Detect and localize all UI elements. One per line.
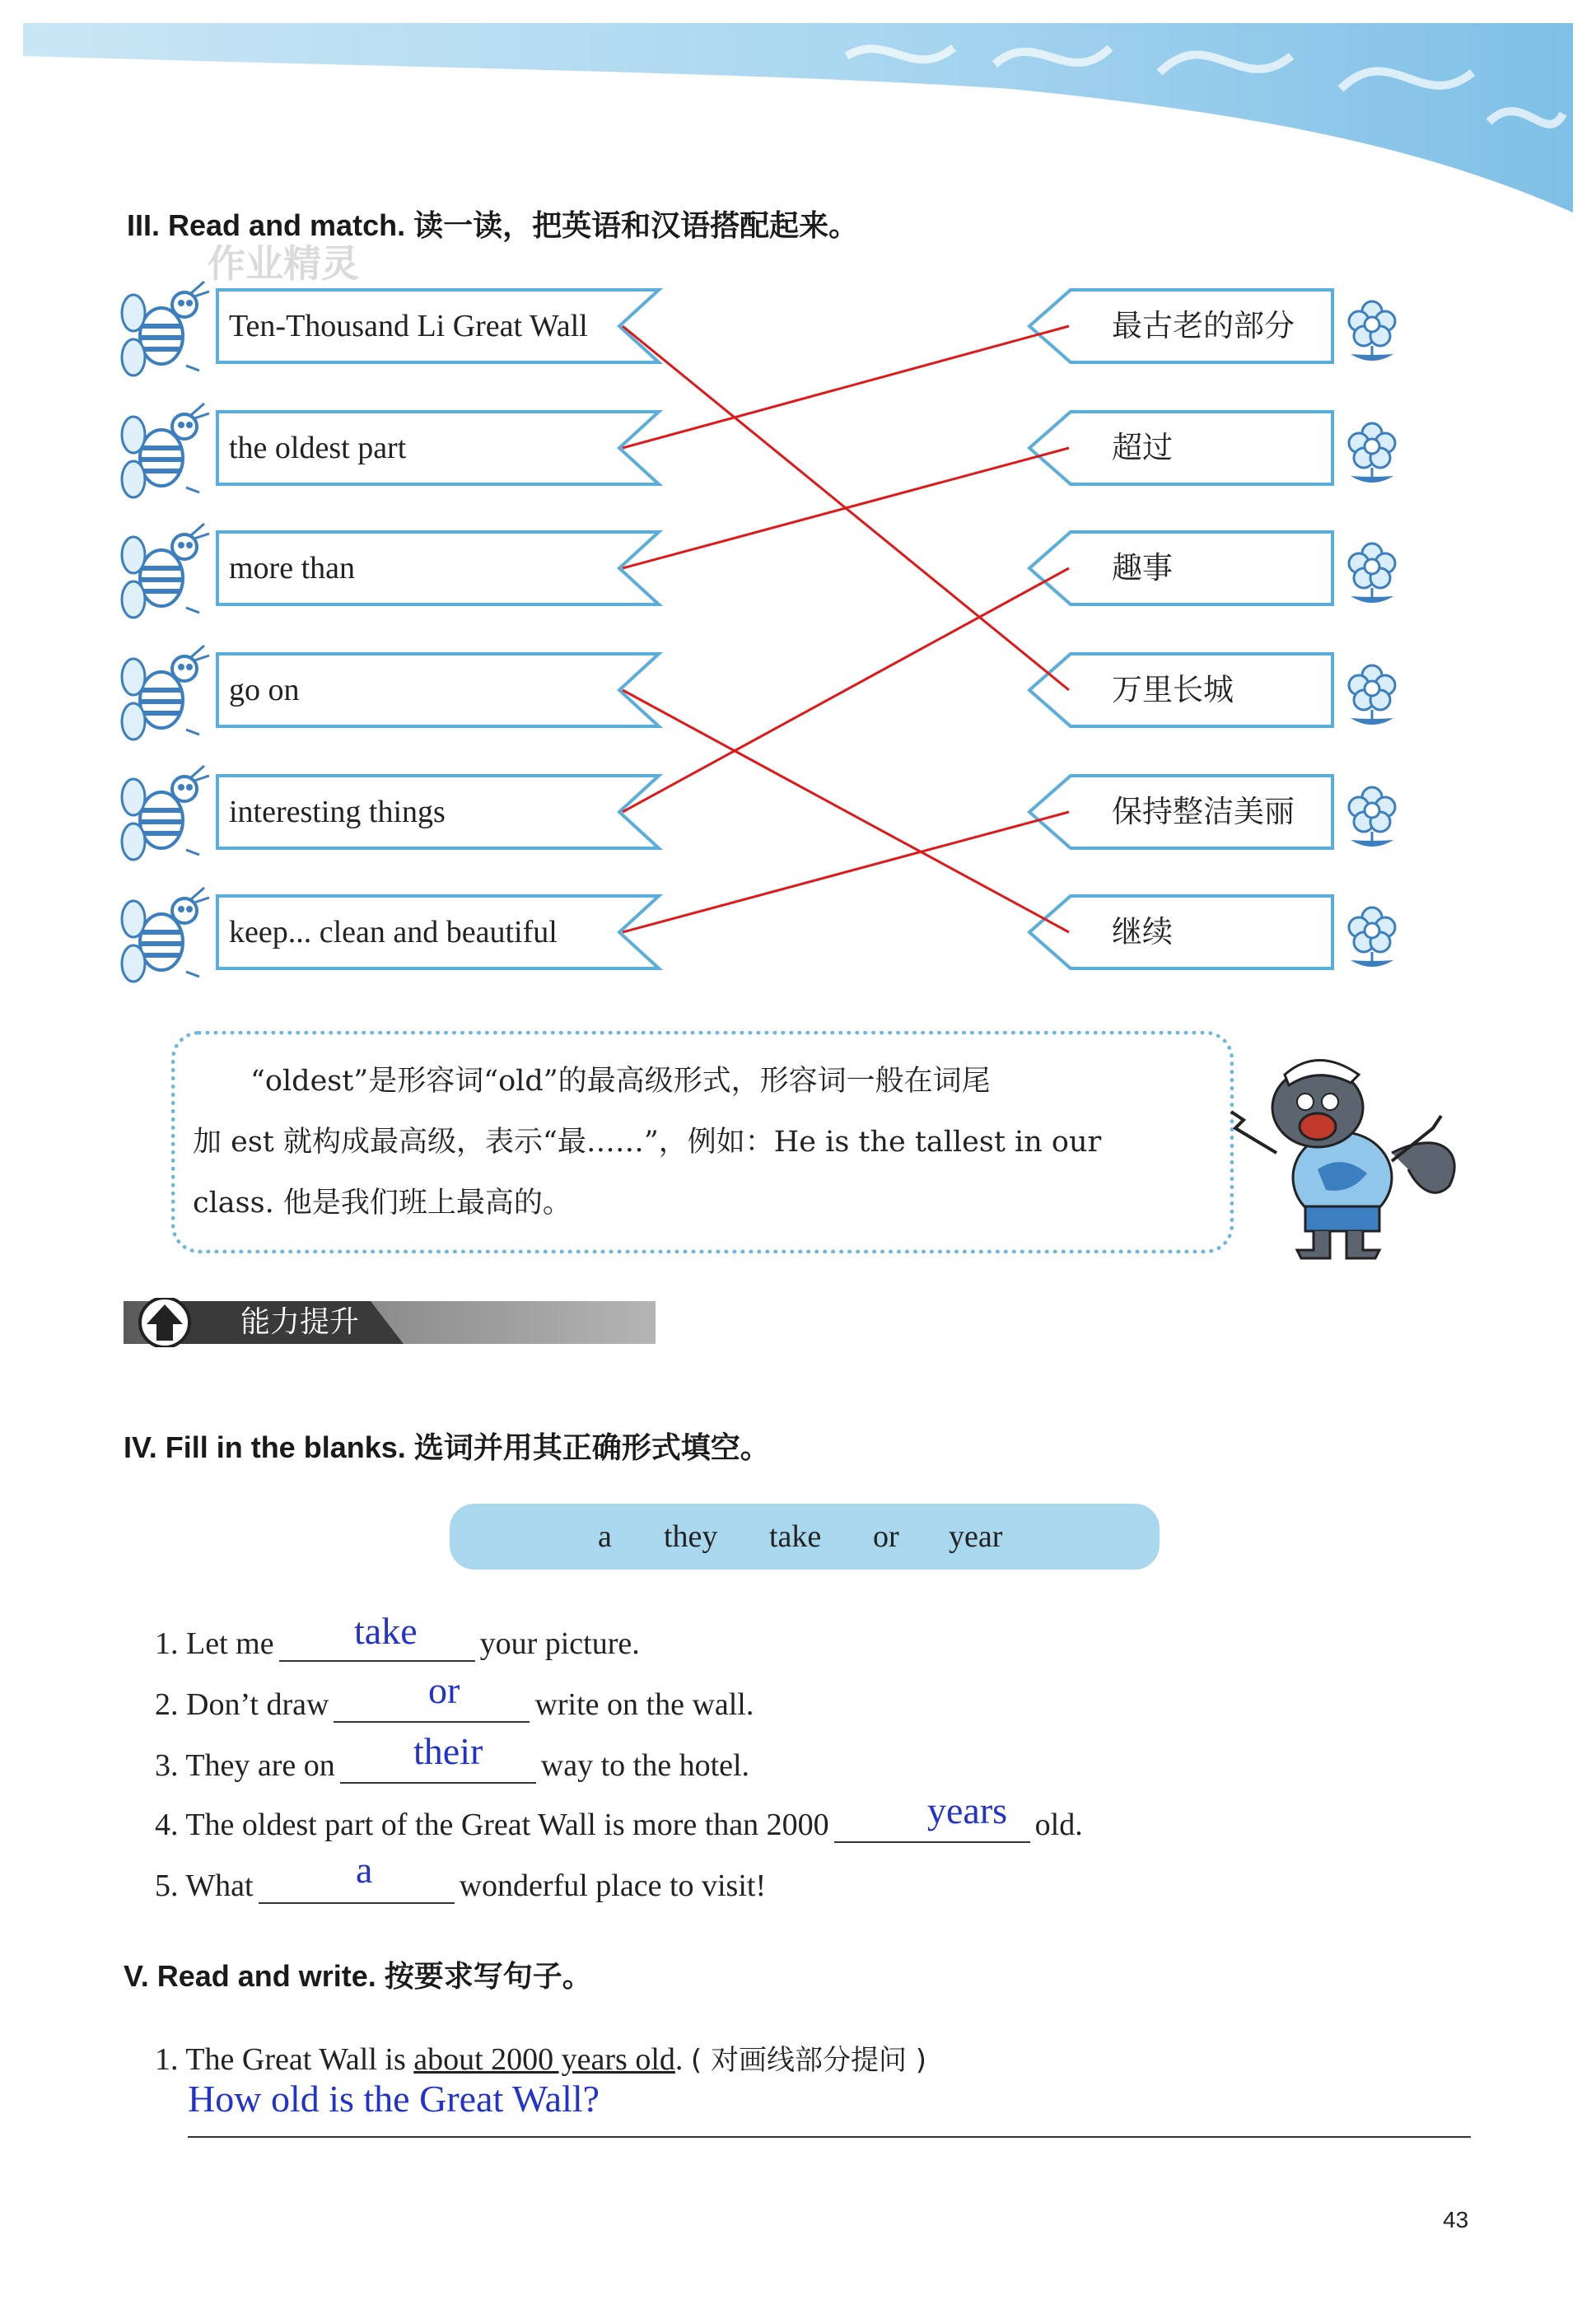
word-bank-item: a [598,1519,612,1554]
bee-icon [122,646,209,739]
section-3-title-en: III. Read and match. [127,208,406,242]
note-line: class. 他是我们班上最高的。 [193,1187,572,1220]
english-box-shapes [217,290,659,968]
match-lines [623,326,1069,932]
question-text: 2. Don’t draw [155,1687,329,1722]
english-item-label: interesting things [229,795,446,829]
chinese-item-label: 保持整洁美丽 [1112,794,1295,829]
underlined-phrase: about 2000 years old [413,2042,675,2077]
page-number: 43 [1443,2207,1469,2232]
question-text: 5. What [155,1868,254,1903]
bee-icon [122,404,209,497]
match-line [623,568,1069,812]
chinese-item[interactable] [1062,292,1334,361]
ability-section-band [124,1298,656,1347]
write-question-1 [155,2037,926,2078]
handwritten-answer: years [927,1789,1008,1831]
note-line: 加 est 就构成最高级，表示“最……”，例如：He is the tallest in our [193,1126,1102,1159]
match-line [623,690,1069,932]
question-text: your picture. [479,1626,640,1661]
handwritten-answer: or [428,1669,460,1711]
section-5-title [124,1953,592,1995]
english-item-label: go on [229,673,300,707]
section-3-title-cn: 读一读，把英语和汉语搭配起来。 [413,209,859,243]
chinese-item-label: 趣事 [1112,550,1173,585]
flower-icon [1349,665,1395,725]
chinese-item[interactable] [1062,413,1334,483]
chinese-item-label: 最古老的部分 [1112,308,1295,343]
chinese-item[interactable] [1062,898,1334,967]
match-line [623,326,1069,448]
flower-icon [1349,301,1395,361]
bee-icon [122,282,209,376]
question-text: . [674,2042,684,2077]
question-text: way to the hotel. [540,1748,750,1783]
flower-icon [1349,544,1395,603]
grammar-note-text [193,1051,1206,1234]
chinese-box-shapes [1029,290,1332,968]
english-item-label: the oldest part [229,431,407,465]
word-bank [450,1504,1160,1570]
bee-icon [122,766,209,860]
chinese-item-label: 万里长城 [1112,672,1234,707]
question-text: old. [1034,1808,1083,1842]
flower-icon [1349,787,1395,847]
fill-question-5 [155,1866,766,1904]
handwritten-answer: a [356,1849,373,1891]
watermark: 作业精灵 [208,241,359,286]
bee-icons [122,282,209,982]
english-item-label: keep... clean and beautiful [229,915,558,949]
question-text: 1. Let me [155,1626,274,1661]
chinese-item[interactable] [1062,655,1334,725]
word-bank-item: year [949,1519,1003,1554]
question-text: 4. The oldest part of the Great Wall is more than 2000 [155,1808,829,1842]
word-bank-item: take [769,1519,822,1554]
chinese-item-label: 超过 [1112,430,1173,465]
ability-label: 能力提升 [240,1305,360,1339]
handwritten-answer: their [413,1730,483,1772]
chinese-item[interactable] [1062,534,1334,603]
chinese-item-label: 继续 [1112,914,1173,949]
flower-icon [1349,423,1395,483]
flower-icons [1349,301,1395,967]
dinosaur-mascot-icon [1227,1029,1482,1268]
match-line [623,812,1069,932]
bee-icon [122,524,209,618]
chinese-item[interactable] [1062,777,1334,847]
section-5-title-cn: 按要求写句子。 [384,1960,592,1994]
handwritten-answer: take [354,1610,418,1652]
match-line [623,448,1069,568]
bee-icon [122,888,209,982]
question-text: write on the wall. [534,1687,754,1722]
english-item-label: more than [229,551,356,585]
flower-icon [1349,907,1395,967]
word-bank-item: they [664,1519,718,1554]
note-line: “oldest”是形容词“old”的最高级形式，形容词一般在词尾 [250,1065,991,1098]
question-text: 3. They are on [155,1748,335,1783]
section-4-title [124,1425,770,1467]
question-text: 1. The Great Wall is [155,2042,414,2077]
question-text: wonderful place to visit! [459,1868,767,1903]
english-item-label: Ten-Thousand Li Great Wall [229,309,588,343]
word-bank-item: or [873,1519,899,1554]
handwritten-answer: How old is the Great Wall? [188,2078,600,2120]
section-4-title-cn: 选词并用其正确形式填空。 [413,1431,770,1465]
question-instruction: ( 对画线部分提问 ) [690,2044,927,2077]
section-5-title-en: V. Read and write. [124,1959,376,1993]
section-4-title-en: IV. Fill in the blanks. [124,1430,406,1464]
answer-line[interactable] [188,2136,1471,2138]
